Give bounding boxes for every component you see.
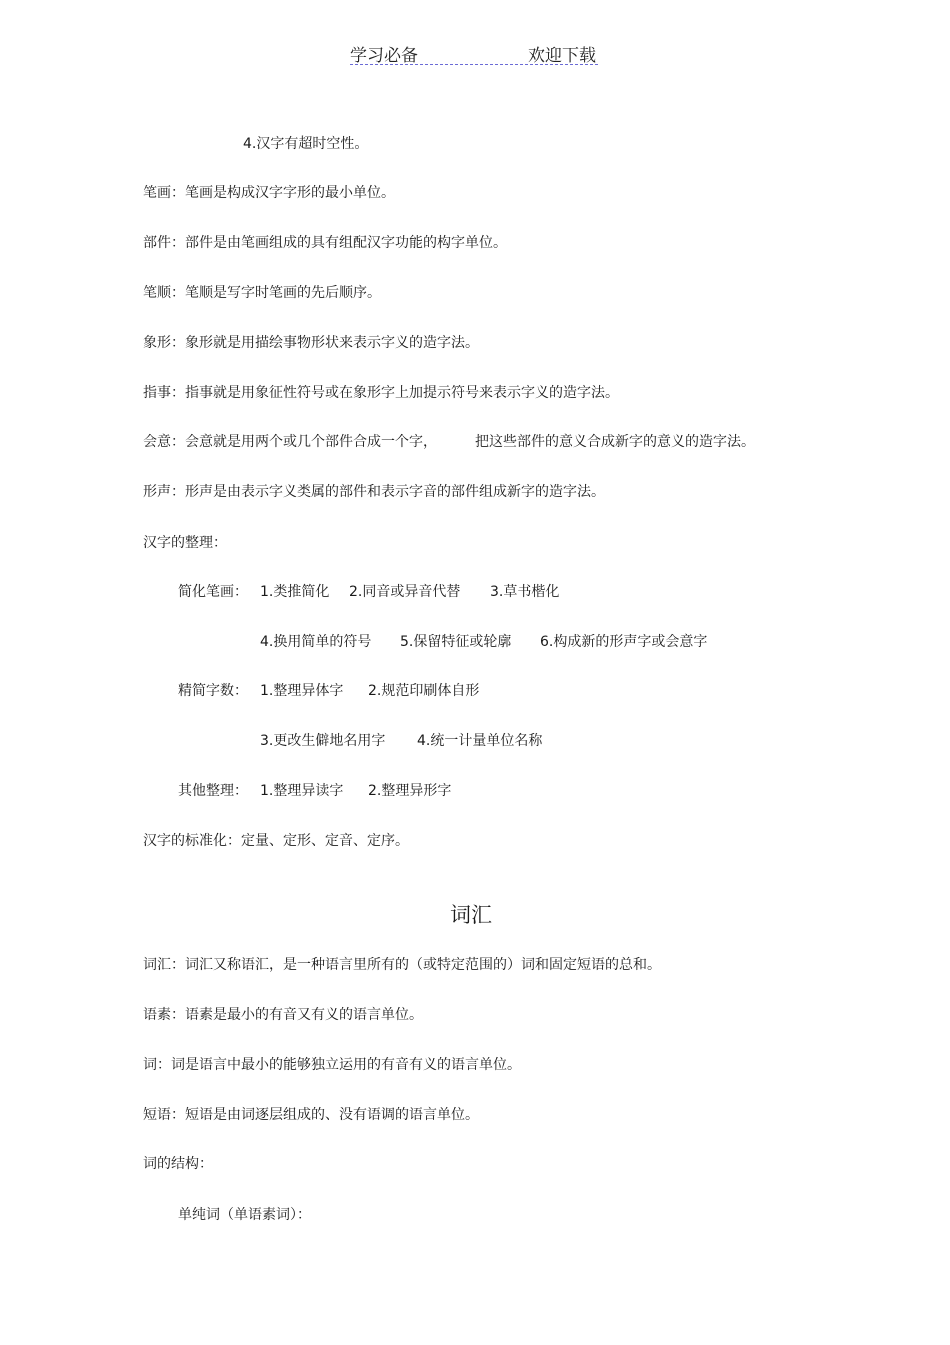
def-xiangxing: 象形：象形就是用描绘事物形状来表示字义的造字法。 (143, 335, 479, 351)
heading-jiegou: 词的结构： (143, 1156, 213, 1172)
qita-item-2: 2.整理异形字 (368, 783, 452, 799)
jianhua-item-3: 3.草书楷化 (490, 584, 560, 600)
jianhua-item-5: 5.保留特征或轮廓 (400, 634, 512, 650)
def-huiyi (143, 433, 755, 451)
def-bujian: 部件：部件是由笔画组成的具有组配汉字功能的构字单位。 (143, 235, 507, 251)
qita-label: 其他整理： (178, 783, 248, 799)
header-left-text: 学习必备 (350, 46, 418, 66)
def-zhishi: 指事：指事就是用象征性符号或在象形字上加提示符号来表示字义的造字法。 (143, 385, 619, 401)
qita-item-1: 1.整理异读字 (260, 783, 344, 799)
heading-zhengli: 汉字的整理： (143, 535, 227, 551)
def-bishun: 笔顺：笔顺是写字时笔画的先后顺序。 (143, 285, 381, 301)
point-4: 4.汉字有超时空性。 (243, 136, 369, 152)
jingjian-item-4: 4.统一计量单位名称 (417, 733, 543, 749)
jingjian-label: 精简字数： (178, 683, 248, 699)
def-huiyi-part2: 把这些部件的意义合成新字的意义的造字法。 (475, 434, 755, 450)
jianhua-label: 简化笔画： (178, 584, 248, 600)
def-biaozhunhua: 汉字的标准化：定量、定形、定音、定序。 (143, 833, 409, 849)
def-ci: 词：词是语言中最小的能够独立运用的有音有义的语言单位。 (143, 1057, 521, 1073)
def-duanyu: 短语：短语是由词逐层组成的、没有语调的语言单位。 (143, 1107, 479, 1123)
def-yusu: 语素：语素是最小的有音又有义的语言单位。 (143, 1007, 423, 1023)
def-cihui: 词汇：词汇又称语汇，是一种语言里所有的（或特定范围的）词和固定短语的总和。 (143, 957, 661, 973)
section-title: 词汇 (450, 903, 492, 927)
jingjian-item-2: 2.规范印刷体自形 (368, 683, 480, 699)
jingjian-item-1: 1.整理异体字 (260, 683, 344, 699)
header-right-text: 欢迎下载 (528, 46, 596, 66)
def-huiyi-part1: 会意：会意就是用两个或几个部件合成一个字， (143, 434, 437, 450)
jianhua-item-1: 1.类推简化 (260, 584, 330, 600)
def-xingsheng: 形声：形声是由表示字义类属的部件和表示字音的部件组成新字的造字法。 (143, 484, 605, 500)
jingjian-item-3: 3.更改生僻地名用字 (260, 733, 386, 749)
page-header (350, 40, 598, 65)
jianhua-item-4: 4.换用简单的符号 (260, 634, 372, 650)
danchunci-label: 单纯词（单语素词）： (178, 1207, 311, 1223)
jianhua-item-6: 6.构成新的形声字或会意字 (540, 634, 708, 650)
def-bihua: 笔画：笔画是构成汉字字形的最小单位。 (143, 185, 395, 201)
jianhua-item-2: 2.同音或异音代替 (349, 584, 461, 600)
